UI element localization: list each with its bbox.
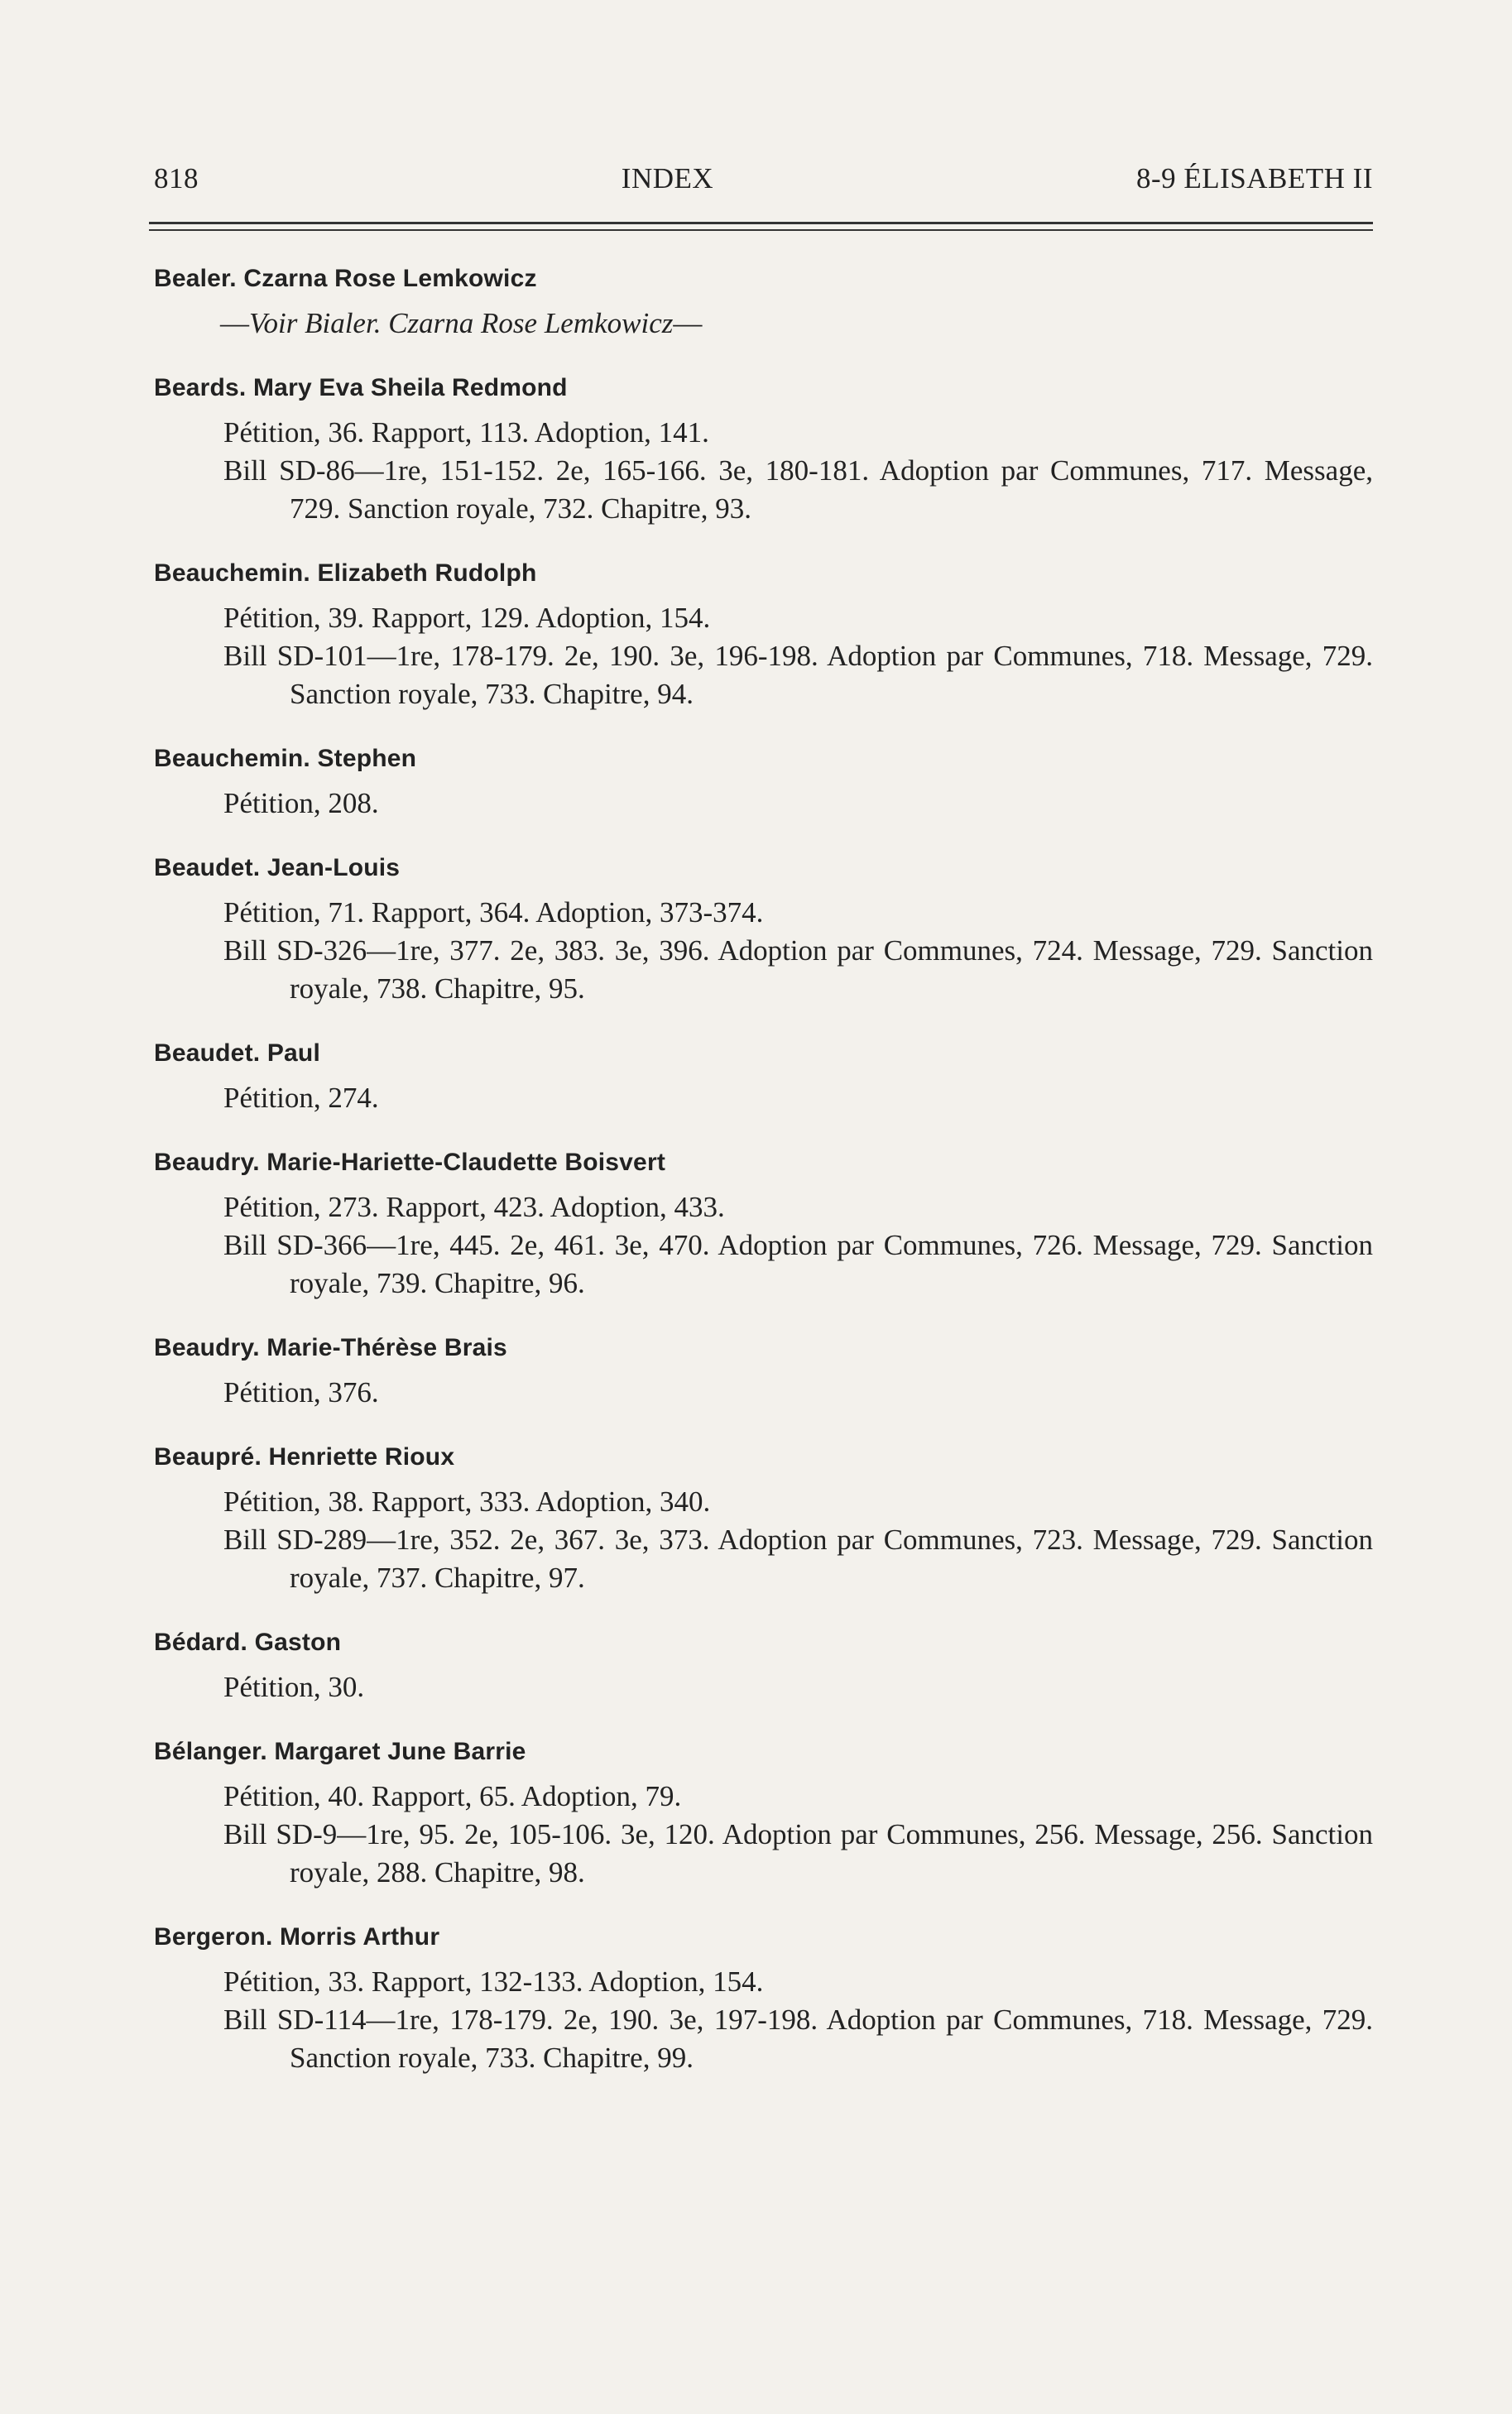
- index-entry: [154, 1149, 1373, 1303]
- entry-name: Beards. Mary Eva Sheila Redmond: [154, 374, 568, 401]
- entry-petition: Pétition, 33. Rapport, 132-133. Adoption, 154.: [223, 1965, 764, 1998]
- index-entry: [154, 374, 1373, 528]
- entry-bill: Bill SD-326—1re, 377. 2e, 383. 3e, 396. Adoption par Communes, 724. Message, 729. Sanction royale, 738. Chapitre, 95.: [223, 934, 1373, 1005]
- index-entry: [154, 745, 1373, 823]
- header-rule-thick: [149, 222, 1373, 224]
- entry-name: Bealer. Czarna Rose Lemkowicz: [154, 265, 537, 292]
- entry-name: Beaupré. Henriette Rioux: [154, 1443, 455, 1471]
- entry-petition: Pétition, 273. Rapport, 423. Adoption, 433.: [223, 1191, 725, 1223]
- entry-petition: Pétition, 38. Rapport, 333. Adoption, 340.: [223, 1485, 711, 1518]
- page-header: [154, 162, 1373, 204]
- entry-name: Beaudry. Marie-Hariette-Claudette Boisvert: [154, 1149, 666, 1176]
- index-entry: [154, 559, 1373, 713]
- entry-name: Beaudet. Paul: [154, 1039, 320, 1067]
- regnal-year: 8-9 ÉLISABETH II: [1135, 162, 1373, 194]
- index-entry: [154, 1923, 1373, 2077]
- entry-bill: Bill SD-366—1re, 445. 2e, 461. 3e, 470. Adoption par Communes, 726. Message, 729. Sanction royale, 739. Chapitre, 96.: [223, 1229, 1373, 1299]
- entry-petition: Pétition, 71. Rapport, 364. Adoption, 373-374.: [223, 896, 764, 929]
- entry-see-reference: [154, 305, 1373, 343]
- entry-petition: Pétition, 30.: [223, 1671, 365, 1703]
- page-number: 818: [154, 162, 199, 194]
- index-entry: [154, 1629, 1373, 1706]
- entry-bill: Bill SD-86—1re, 151-152. 2e, 165-166. 3e, 180-181. Adoption par Communes, 717. Message, 729. Sanction royale, 732. Chapitre, 93.: [223, 454, 1373, 525]
- header-rule-thin: [149, 229, 1373, 231]
- entry-petition: Pétition, 208.: [223, 787, 379, 819]
- index-entries: [154, 265, 1373, 2109]
- index-entry: [154, 1738, 1373, 1892]
- entry-name: Bergeron. Morris Arthur: [154, 1923, 440, 1951]
- entry-bill: Bill SD-9—1re, 95. 2e, 105-106. 3e, 120. Adoption par Communes, 256. Message, 256. Sanction royale, 288. Chapitre, 98.: [223, 1818, 1373, 1888]
- entry-petition: Pétition, 40. Rapport, 65. Adoption, 79.: [223, 1780, 682, 1812]
- entry-petition: Pétition, 376.: [223, 1376, 379, 1409]
- page-title: INDEX: [621, 162, 714, 194]
- entry-petition: Pétition, 274.: [223, 1082, 379, 1114]
- entry-petition: Pétition, 39. Rapport, 129. Adoption, 154.: [223, 602, 711, 634]
- entry-name: Bédard. Gaston: [154, 1629, 342, 1656]
- entry-name: Beaudry. Marie-Thérèse Brais: [154, 1334, 507, 1361]
- entry-name: Beauchemin. Stephen: [154, 745, 417, 772]
- see-text: Voir Bialer. Czarna Rose Lemkowicz: [249, 307, 674, 339]
- index-entry: [154, 1443, 1373, 1597]
- index-entry: [154, 1334, 1373, 1412]
- index-entry: [154, 1039, 1373, 1117]
- entry-name: Bélanger. Margaret June Barrie: [154, 1738, 526, 1765]
- entry-petition: Pétition, 36. Rapport, 113. Adoption, 141.: [223, 416, 709, 449]
- entry-name: Beaudet. Jean-Louis: [154, 854, 401, 881]
- see-prefix: —: [220, 307, 249, 339]
- entry-bill: Bill SD-289—1re, 352. 2e, 367. 3e, 373. Adoption par Communes, 723. Message, 729. Sanction royale, 737. Chapitre, 97.: [223, 1524, 1373, 1594]
- index-entry: [154, 854, 1373, 1008]
- index-entry: [154, 265, 1373, 343]
- entry-bill: Bill SD-114—1re, 178-179. 2e, 190. 3e, 197-198. Adoption par Communes, 718. Message, 729. Sanction royale, 733. Chapitre, 99.: [223, 2004, 1373, 2074]
- see-suffix: —: [673, 307, 703, 339]
- entry-bill: Bill SD-101—1re, 178-179. 2e, 190. 3e, 196-198. Adoption par Communes, 718. Message, 729. Sanction royale, 733. Chapitre, 94.: [223, 640, 1373, 710]
- entry-name: Beauchemin. Elizabeth Rudolph: [154, 559, 537, 587]
